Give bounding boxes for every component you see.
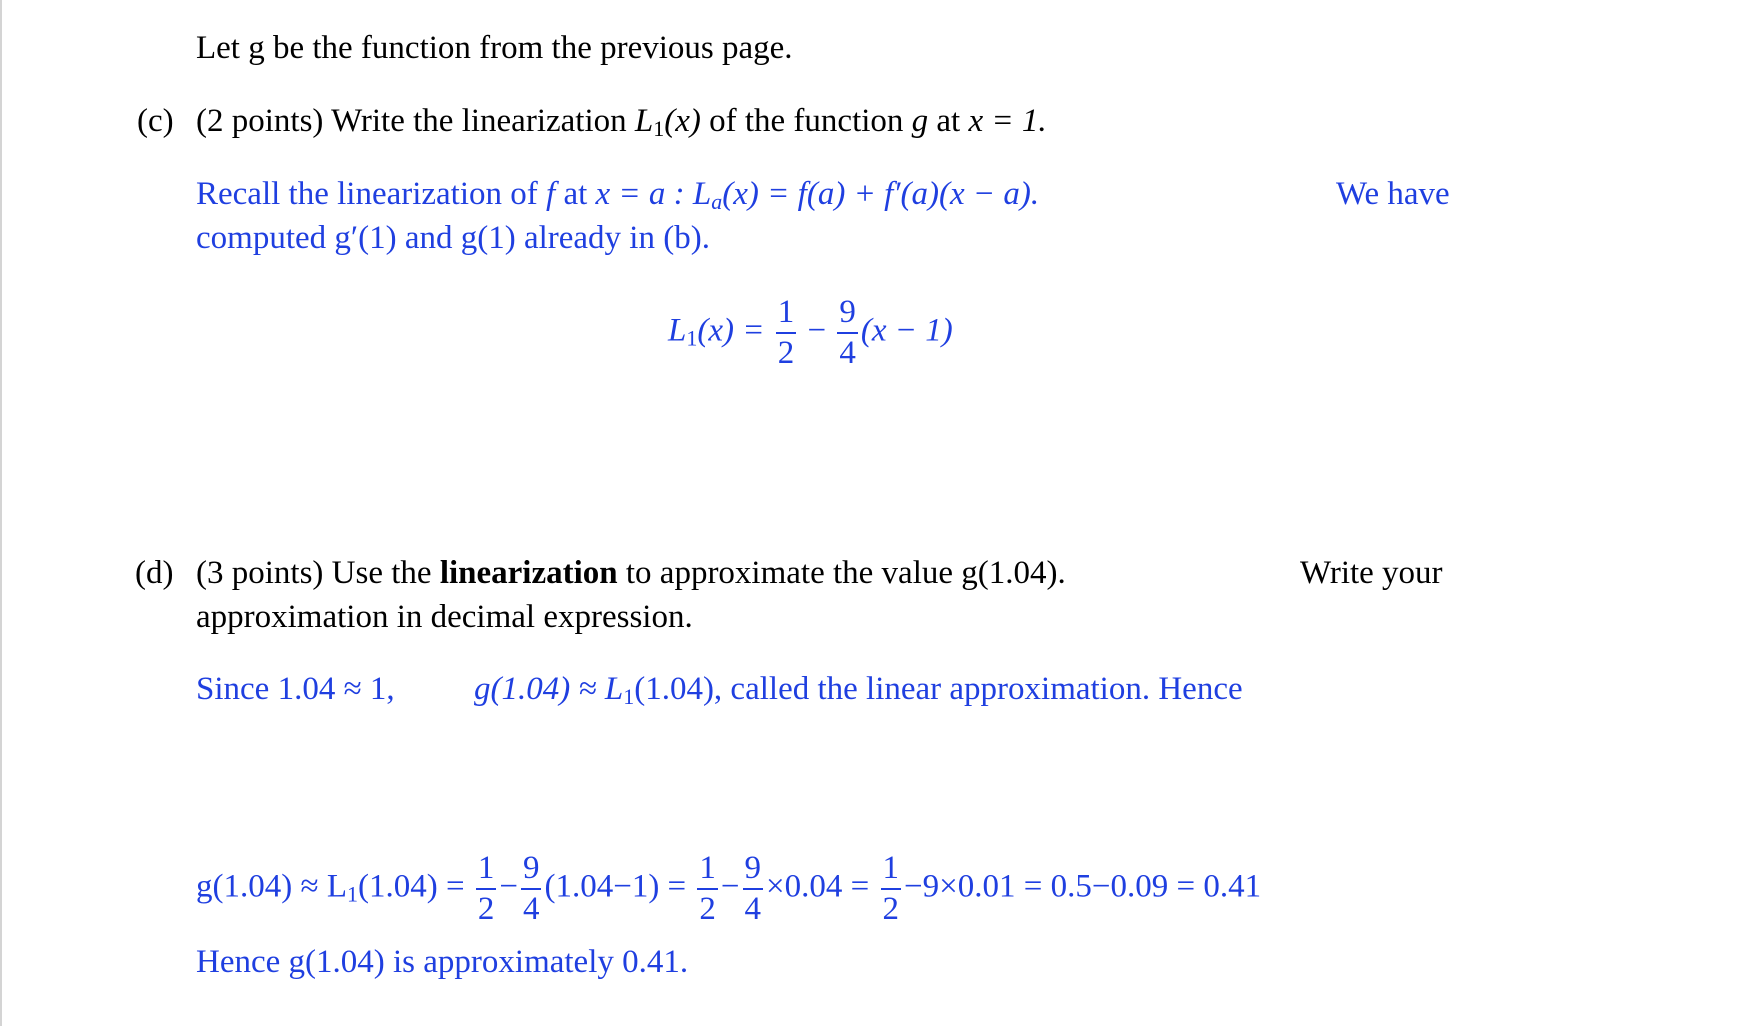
part-c-line2: computed g′(1) and g(1) already in (b). <box>196 220 710 256</box>
part-d-bold: linearization <box>439 555 618 591</box>
part-c-g: g <box>911 103 929 139</box>
part-c-recall-line <box>196 174 1039 222</box>
recall-text: Recall the linearization of <box>196 176 538 212</box>
calc-frac-4: $\frac{9}{4}$ <box>744 850 762 927</box>
part-c-text-before: Write the linearization <box>331 103 627 139</box>
recall-cond: x = a : <box>595 176 685 212</box>
part-c-text-mid: of the function <box>709 103 904 139</box>
since-line <box>196 669 395 709</box>
recall-at: at <box>563 176 588 212</box>
part-d-question <box>196 553 1066 593</box>
calc-arg: (1.04) = <box>358 868 465 905</box>
part-d-points: (3 points) <box>196 555 324 591</box>
since-sub: 1 <box>623 684 635 709</box>
write-your: Write your <box>1300 555 1443 591</box>
since-expr: g(1.04) ≈ L <box>474 671 624 707</box>
eq-sub: 1 <box>686 325 698 351</box>
calc-frac-1: $\frac{1}{2}$ <box>477 850 495 927</box>
calc-minus-2: − <box>720 868 740 905</box>
part-d-label: (d) <box>135 555 174 591</box>
part-d-value: g(1.04). <box>961 555 1066 591</box>
calculation-line <box>196 852 1261 926</box>
part-c-text-at: at <box>936 103 961 139</box>
part-d-text-1: Use the <box>331 555 432 591</box>
frac-one-half: $\frac{1}{2}$ <box>777 294 795 371</box>
calc-tail: −9×0.01 = 0.5−0.09 = 0.41 <box>904 868 1262 905</box>
frac-nine-fourths: $\frac{9}{4}$ <box>839 294 856 371</box>
part-c-arg: (x) <box>664 103 701 139</box>
intro-text: Let g be the function from the previous page. <box>196 30 793 66</box>
calc-mid-1: (1.04−1) = <box>544 868 687 905</box>
since-text: Since 1.04 ≈ 1, <box>196 671 395 707</box>
part-c-cond: x = 1. <box>968 103 1047 139</box>
recall-f: f <box>546 176 556 212</box>
eq-minus: − <box>807 312 827 349</box>
page-border <box>0 0 2 1026</box>
we-have: We have <box>1336 176 1450 212</box>
calc-frac-5: $\frac{1}{2}$ <box>882 850 900 927</box>
intro-line <box>196 28 793 68</box>
calc-sub: 1 <box>347 881 358 907</box>
calc-mid-2: ×0.04 = <box>766 868 870 905</box>
linearization-equation <box>668 296 953 370</box>
part-c-func: L <box>634 103 654 139</box>
part-c-sub: 1 <box>653 116 665 141</box>
calc-frac-2: $\frac{9}{4}$ <box>522 850 540 927</box>
part-d-line2: approximation in decimal expression. <box>196 599 693 635</box>
since-expr-line <box>474 669 1243 717</box>
calc-minus-1: − <box>499 868 518 905</box>
part-c-points: (2 points) <box>196 103 324 139</box>
recall-la-sub: a <box>711 189 723 214</box>
part-d-text-2: to approximate the value <box>625 555 954 591</box>
eq-tail: (x − 1) <box>860 312 953 349</box>
eq-arg: (x) = <box>697 312 765 349</box>
calc-frac-3: $\frac{1}{2}$ <box>699 850 716 927</box>
recall-formula: (x) = f(a) + f′(a)(x − a). <box>722 176 1040 212</box>
part-c-label: (c) <box>137 103 174 139</box>
part-c-question <box>196 101 1047 149</box>
since-tail: (1.04), called the linear approximation. Hence <box>634 671 1243 707</box>
calc-lhs: g(1.04) ≈ L <box>196 868 347 905</box>
recall-la: L <box>692 176 712 212</box>
eq-lhs: L <box>668 312 687 349</box>
conclusion: Hence g(1.04) is approximately 0.41. <box>196 944 689 980</box>
